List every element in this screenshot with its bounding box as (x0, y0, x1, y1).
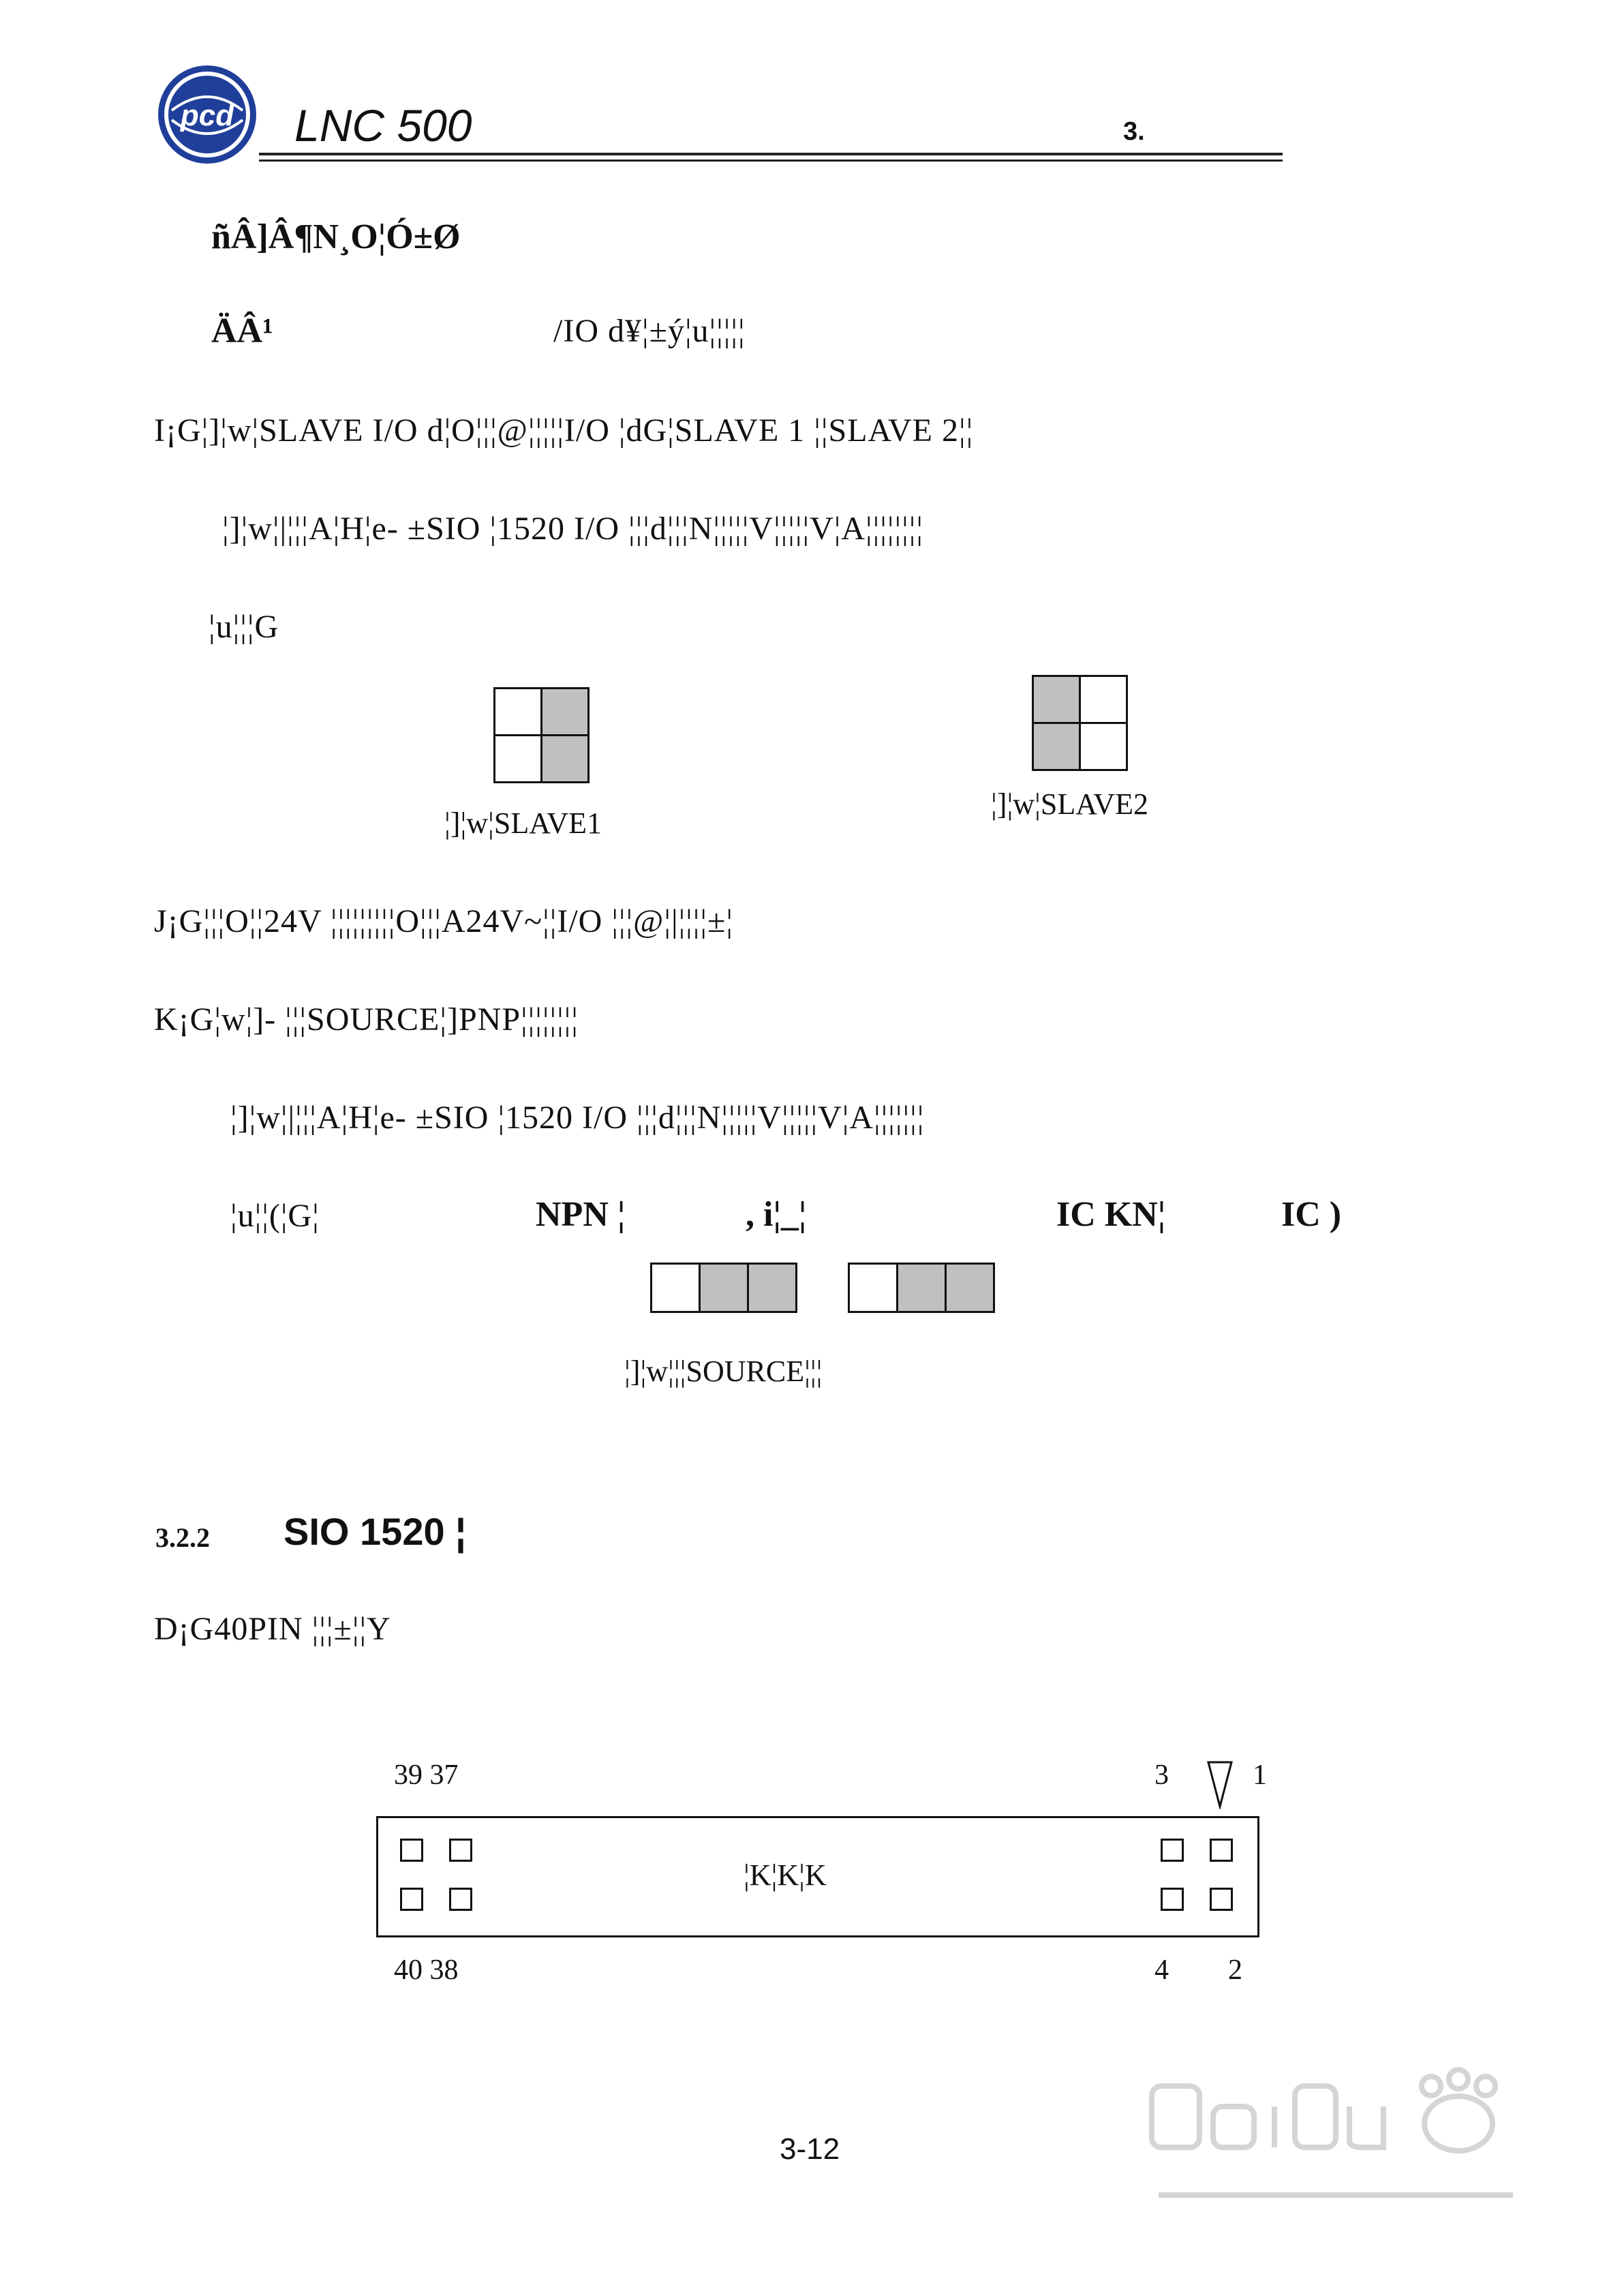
paragraph-bold: , i¦_¦ (746, 1195, 807, 1234)
section-heading-number: 3.2.2 (155, 1522, 210, 1553)
dip-switch-cell-on (540, 687, 590, 736)
dip-switch-cell-on (540, 734, 590, 783)
paragraph-text: /IO d¥¦±ý¦u¦¦¦¦¦ (553, 313, 746, 349)
header-rule (259, 160, 1283, 162)
pin-pad (449, 1839, 472, 1862)
pin-label: 1 (1253, 1759, 1267, 1791)
dip-switch-cell (1079, 722, 1128, 771)
section-heading-title: SIO 1520 ¦ (284, 1510, 466, 1553)
paragraph-text: K¡G¦w¦]- ¦¦¦SOURCE¦]PNP¦¦¦¦¦¦¦¦ (154, 1001, 579, 1038)
connector-body (376, 1816, 1259, 1937)
paragraph-text: J¡G¦¦¦O¦¦24V ¦¦¦¦¦¦¦¦¦O¦¦¦A24V~¦¦I/O ¦¦¦@¦|¦¦¦¦±¦ (154, 903, 733, 939)
jumper-cell-on (747, 1263, 797, 1313)
pin1-marker-icon (1206, 1760, 1234, 1809)
source-caption: ¦]¦w¦¦¦SOURCE¦¦¦ (624, 1355, 823, 1388)
pin-pad (400, 1888, 423, 1911)
jumper-cell (848, 1263, 898, 1313)
ic-label: IC KN¦ (1056, 1195, 1166, 1234)
header-rule (259, 153, 1283, 155)
section-number: 3. (1123, 117, 1145, 146)
pin-pad (1161, 1888, 1184, 1911)
pin-label: 2 (1228, 1954, 1242, 1986)
dip-switch-cell (493, 734, 542, 783)
paragraph-text: ¦u¦¦¦G (209, 609, 279, 645)
pcd-logo (155, 63, 259, 166)
dip-switch-cell-on (1032, 722, 1081, 771)
paragraph-lead: ÄÂ¹ (211, 312, 273, 350)
pin-label: 3 (1154, 1759, 1169, 1791)
dip-switch-cell (1079, 675, 1128, 724)
intro-heading: ñÂ]Â¶N¸O¦Ó±Ø (211, 217, 461, 256)
pin-pad (1210, 1839, 1233, 1862)
paragraph-text: ¦u¦¦(¦G¦ (230, 1198, 320, 1234)
ic-label: IC ) (1281, 1195, 1342, 1234)
paragraph-text: ¦]¦w¦|¦¦¦A¦H¦e- ±SIO ¦1520 I/O ¦¦¦d¦¦¦N¦¦¦¦¦V¦¦¦¦¦V¦A¦¦¦¦¦¦¦¦ (222, 511, 923, 547)
slave1-caption: ¦]¦w¦SLAVE1 (444, 806, 602, 840)
slave2-caption: ¦]¦w¦SLAVE2 (991, 787, 1148, 821)
pin-pad (449, 1888, 472, 1911)
paragraph-text: ¦]¦w¦|¦¦¦A¦H¦e- ±SIO ¦1520 I/O ¦¦¦d¦¦¦N¦¦¦¦¦V¦¦¦¦¦V¦A¦¦¦¦¦¦¦ (230, 1100, 925, 1136)
dip-switch-cell (493, 687, 542, 736)
pin-label: 40 38 (394, 1954, 459, 1986)
pin-pad (400, 1839, 423, 1862)
svg-text:pcd: pcd (180, 99, 234, 132)
dip-switch-cell-on (1032, 675, 1081, 724)
product-name: LNC 500 (294, 100, 472, 151)
pin-ellipsis: ¦K¦K¦K (744, 1858, 827, 1892)
page-number: 3-12 (780, 2132, 840, 2166)
paragraph-text: I¡G¦]¦w¦SLAVE I/O d¦O¦¦¦@¦¦¦¦¦I/O ¦dG¦SLAVE 1 ¦¦SLAVE 2¦¦ (154, 412, 974, 449)
pin-label: 39 37 (394, 1759, 459, 1791)
npn-label: NPN ¦ (536, 1195, 626, 1234)
pin-label: 4 (1154, 1954, 1169, 1986)
jumper-cell-on (699, 1263, 749, 1313)
pin-pad (1210, 1888, 1233, 1911)
jumper-cell-on (896, 1263, 947, 1313)
pin-pad (1161, 1839, 1184, 1862)
paragraph-text: D¡G40PIN ¦¦¦±¦¦Y (154, 1611, 391, 1647)
jumper-cell (650, 1263, 701, 1313)
baidu-watermark-logo (1145, 2059, 1527, 2236)
jumper-cell-on (945, 1263, 995, 1313)
